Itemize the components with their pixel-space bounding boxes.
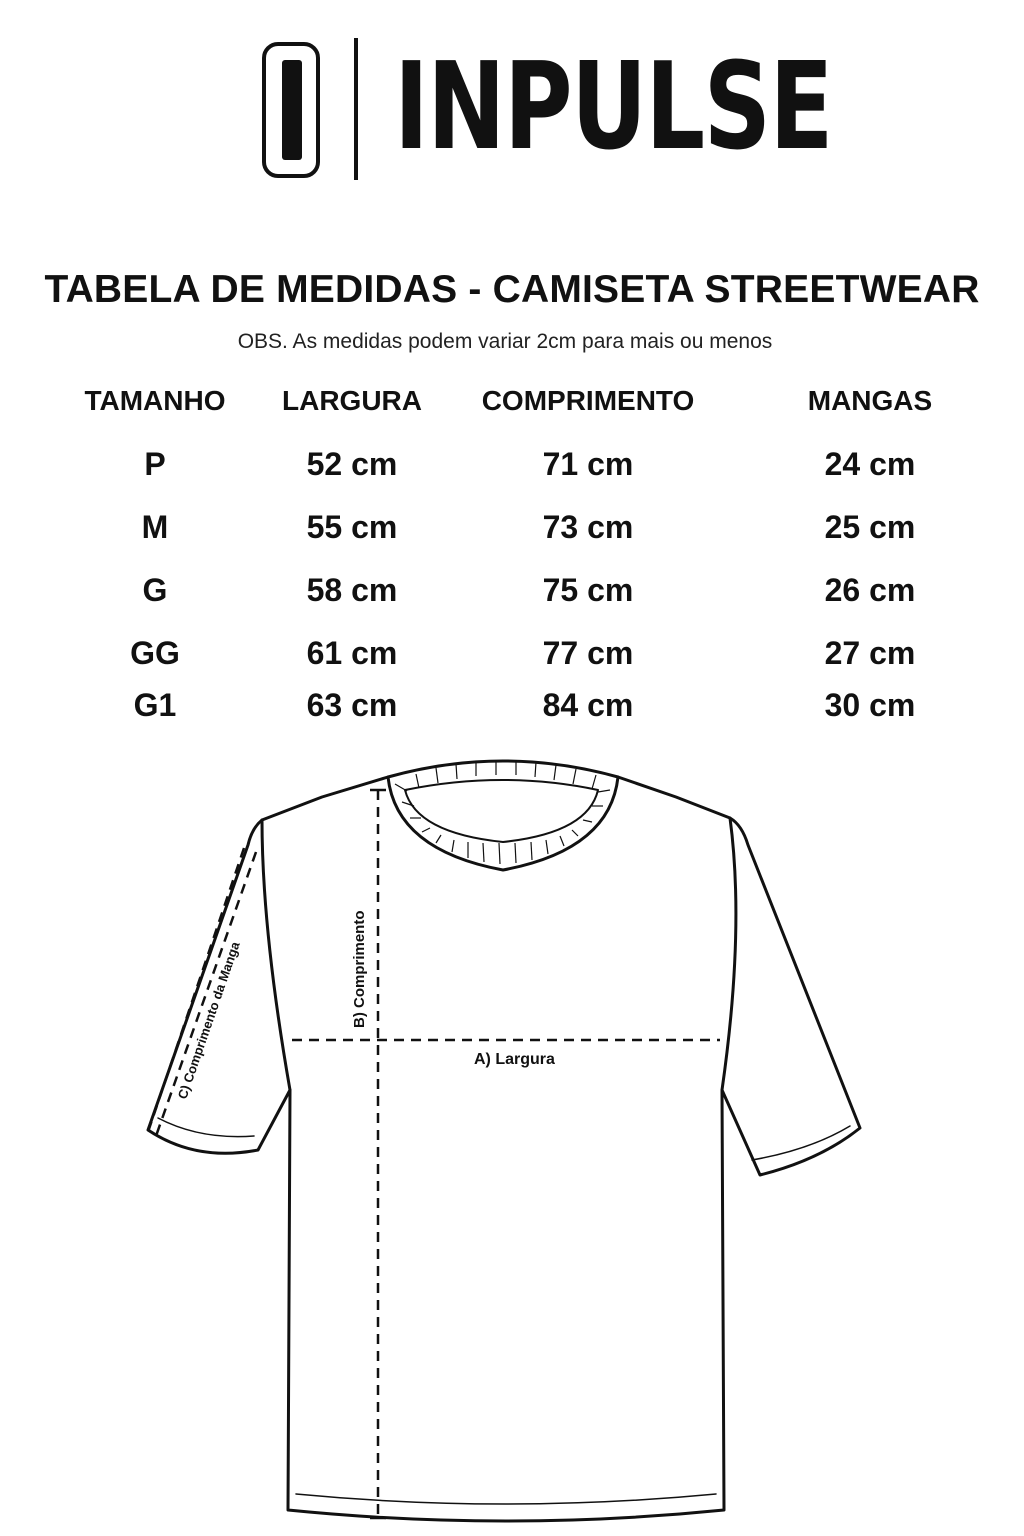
cell-size: M [141,509,169,545]
cell-sleeve: 30 cm [824,687,916,723]
cell-size: P [144,446,166,482]
width-label: A) Largura [474,1051,555,1068]
cell-length: 71 cm [542,446,634,482]
cell-size: G1 [133,687,177,723]
sleeve-measure-line [156,852,256,1136]
cell-length: 84 cm [542,687,634,723]
cell-width: 52 cm [306,446,398,482]
cell-sleeve: 24 cm [824,446,916,482]
sleeve-label: C) Comprimento da Manga [174,939,243,1101]
header-tamanho: TAMANHO [84,385,226,416]
logo-divider [354,38,358,180]
cell-sleeve: 26 cm [824,572,916,608]
tshirt-outline [148,777,860,1521]
header-largura: LARGURA [282,385,422,416]
cell-size: G [142,572,168,608]
header-comprimento: COMPRIMENTO [481,385,695,416]
page-title: TABELA DE MEDIDAS - CAMISETA STREETWEAR [44,268,980,311]
brand-name: INPULSE [394,38,832,177]
cell-width: 61 cm [306,635,398,671]
cell-length: 75 cm [542,572,634,608]
brand-mark-icon [262,42,320,178]
measurement-note: OBS. As medidas podem variar 2cm para mais ou menos [237,330,773,353]
collar-ribbing [395,760,610,864]
tshirt-diagram [0,740,1024,1536]
cell-size: GG [130,635,180,671]
cell-width: 63 cm [306,687,398,723]
cell-width: 58 cm [306,572,398,608]
length-label: B) Comprimento [351,910,368,1028]
cell-sleeve: 27 cm [824,635,916,671]
brand-logo [262,38,832,183]
cell-sleeve: 25 cm [824,509,916,545]
cell-width: 55 cm [306,509,398,545]
header-mangas: MANGAS [807,385,933,416]
cell-length: 77 cm [542,635,634,671]
cell-length: 73 cm [542,509,634,545]
